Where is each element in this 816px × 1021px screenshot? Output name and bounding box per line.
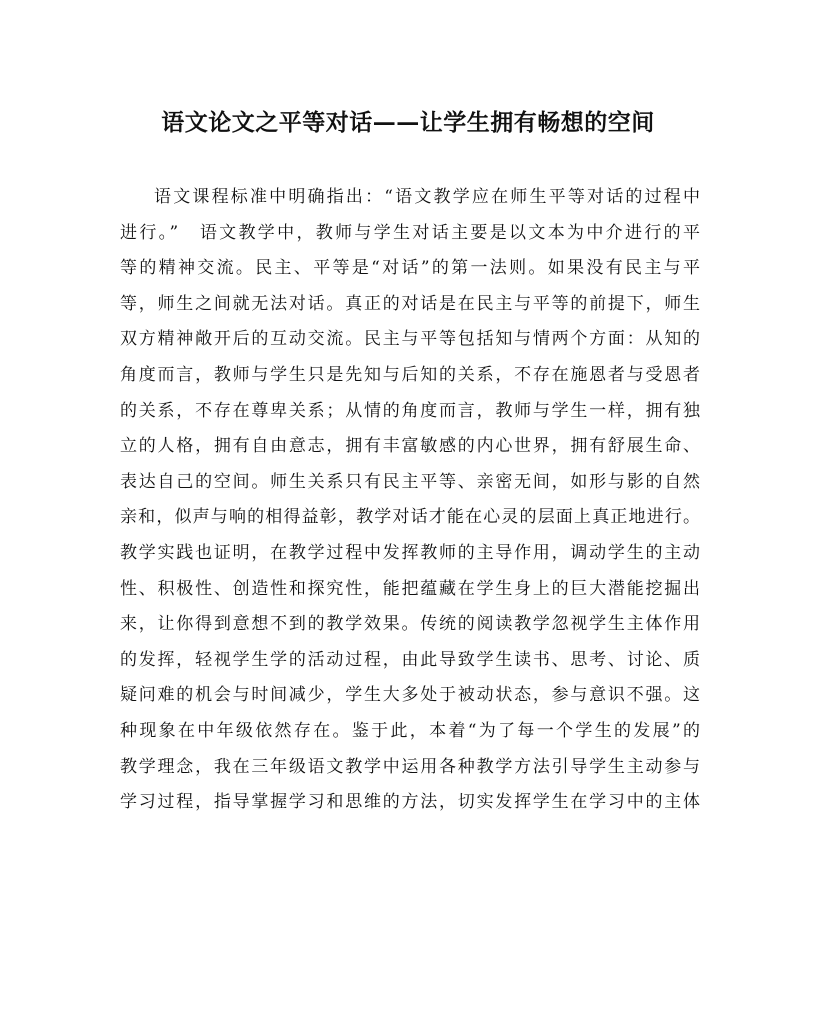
body-line: 的发挥，轻视学生学的活动过程，由此导致学生读书、思考、讨论、质 — [120, 649, 700, 670]
body-line: 角度而言，教师与学生只是先知与后知的关系，不存在施恩者与受恩者 — [120, 364, 700, 385]
body-line: 教学实践也证明，在教学过程中发挥教师的主导作用，调动学生的主动 — [120, 542, 700, 563]
body-line: 来，让你得到意想不到的教学效果。传统的阅读教学忽视学生主体作用 — [120, 614, 700, 635]
body-line: 学习过程，指导掌握学习和思维的方法，切实发挥学生在学习中的主体 — [120, 792, 700, 813]
body-line: 等的精神交流。民主、平等是“对话”的第一法则。如果没有民主与平 — [120, 258, 700, 279]
body-line: 教学理念，我在三年级语文教学中运用各种教学方法引导学生主动参与 — [120, 756, 700, 777]
document-title: 语文论文之平等对话——让学生拥有畅想的空间 — [161, 109, 655, 136]
body-line: 立的人格，拥有自由意志，拥有丰富敏感的内心世界，拥有舒展生命、 — [120, 436, 700, 457]
body-line: 等，师生之间就无法对话。真正的对话是在民主与平等的前提下，师生 — [120, 293, 700, 314]
body-line: 亲和，似声与响的相得益彰，教学对话才能在心灵的层面上真正地进行。 — [120, 507, 700, 528]
body-line: 种现象在中年级依然存在。鉴于此，本着“为了每一个学生的发展”的 — [120, 720, 700, 741]
body-line: 性、积极性、创造性和探究性，能把蕴藏在学生身上的巨大潜能挖掘出 — [120, 578, 700, 599]
body-line: 的关系，不存在尊卑关系；从情的角度而言，教师与学生一样，拥有独 — [120, 400, 700, 421]
body-line: 进行。” 语文教学中，教师与学生对话主要是以文本为中介进行的平 — [120, 222, 700, 243]
body-line: 表达自己的空间。师生关系只有民主平等、亲密无间，如形与影的自然 — [120, 471, 700, 492]
body-line: 语文课程标准中明确指出：“语文教学应在师生平等对话的过程中 — [154, 187, 700, 207]
document-body — [120, 180, 700, 821]
body-line: 疑问难的机会与时间减少，学生大多处于被动状态，参与意识不强。这 — [120, 685, 700, 706]
body-line: 双方精神敞开后的互动交流。民主与平等包括知与情两个方面：从知的 — [120, 329, 700, 350]
